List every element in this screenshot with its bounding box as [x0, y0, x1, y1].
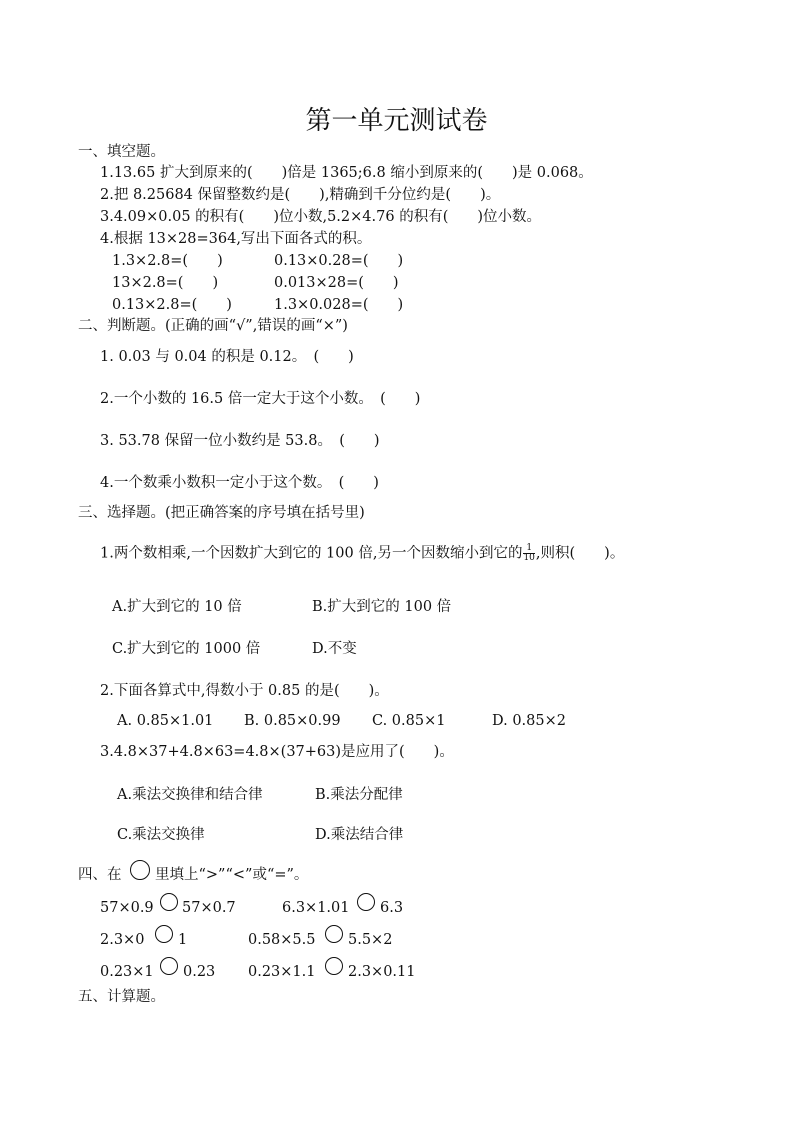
s4-expr-right: 1 [178, 932, 188, 948]
s1-question-4: 4.根据 13×28=364,写出下面各式的积。 [100, 231, 372, 247]
compare-circle[interactable] [155, 925, 173, 943]
compare-circle[interactable] [325, 957, 343, 975]
s4-expr-right: 57×0.7 [182, 900, 236, 916]
s4-expr-right: 6.3 [380, 900, 404, 916]
s2-item: 2.一个小数的 16.5 倍一定大于这个小数。 ( ) [100, 391, 421, 407]
s1-question-3: 3.4.09×0.05 的积有( )位小数,5.2×4.76 的积有( )位小数。 [100, 209, 542, 225]
s4-expr-right: 0.23 [183, 964, 216, 980]
s4-expr-left: 0.58×5.5 [248, 932, 316, 948]
s4-expr-right: 2.3×0.11 [348, 964, 416, 980]
s3-q3-option-d: D.乘法结合律 [315, 827, 404, 843]
s3-q1-option-c: C.扩大到它的 1000 倍 [112, 641, 261, 657]
s4-expr-left: 2.3×0 [100, 932, 145, 948]
section-4-heading-b: 里填上“>”“<”或“=”。 [155, 867, 309, 883]
s3-q3-option-b: B.乘法分配律 [315, 787, 403, 803]
s3-q1-option-b: B.扩大到它的 100 倍 [312, 599, 452, 615]
s1-q4-item: 0.13×0.28=( ) [274, 253, 404, 269]
s4-expr-left: 0.23×1.1 [248, 964, 316, 980]
s3-q1-option-a: A.扩大到它的 10 倍 [112, 599, 242, 615]
s1-question-1: 1.13.65 扩大到原来的( )倍是 1365;6.8 缩小到原来的( )是 0.068。 [100, 165, 593, 181]
compare-circle[interactable] [325, 925, 343, 943]
section-3-heading: 三、选择题。(把正确答案的序号填在括号里) [78, 505, 365, 521]
s2-item: 3. 53.78 保留一位小数约是 53.8。 ( ) [100, 433, 380, 449]
s3-question-2: 2.下面各算式中,得数小于 0.85 的是( )。 [100, 683, 389, 699]
section-5-heading: 五、计算题。 [78, 989, 165, 1005]
fraction-numerator: 1 [523, 544, 534, 554]
section-1-heading: 一、填空题。 [78, 144, 165, 160]
s4-expr-left: 6.3×1.01 [282, 900, 350, 916]
s1-q4-item: 13×2.8=( ) [112, 275, 219, 291]
s4-expr-left: 57×0.9 [100, 900, 154, 916]
s2-item: 4.一个数乘小数积一定小于这个数。 ( ) [100, 475, 379, 491]
s3-q2-option-d: D. 0.85×2 [492, 713, 566, 729]
s1-q4-item: 0.013×28=( ) [274, 275, 399, 291]
s1-q4-item: 1.3×2.8=( ) [112, 253, 223, 269]
section-2-heading: 二、判断题。(正确的画“√”,错误的画“×”) [78, 318, 348, 334]
s3-question-3: 3.4.8×37+4.8×63=4.8×(37+63)是应用了( )。 [100, 744, 454, 760]
page-title: 第一单元测试卷 [305, 106, 488, 136]
fraction-denominator: 10 [523, 553, 535, 563]
s3-q2-option-b: B. 0.85×0.99 [244, 713, 341, 729]
s3-question-1 [100, 544, 624, 563]
s4-expr-left: 0.23×1 [100, 964, 154, 980]
s3-q1-suffix: ,则积( )。 [535, 545, 625, 562]
compare-circle[interactable] [357, 893, 375, 911]
s3-q3-option-c: C.乘法交换律 [117, 827, 205, 843]
s1-q4-item: 1.3×0.028=( ) [274, 297, 404, 313]
s1-q4-item: 0.13×2.8=( ) [112, 297, 232, 313]
s4-expr-right: 5.5×2 [348, 932, 393, 948]
circle-blank-icon [130, 860, 150, 880]
s3-q1-prefix: 1.两个数相乘,一个因数扩大到它的 100 倍,另一个因数缩小到它的 [100, 545, 523, 562]
fraction-one-tenth [523, 544, 534, 563]
s3-q2-option-a: A. 0.85×1.01 [117, 713, 214, 729]
s3-q1-option-d: D.不变 [312, 641, 357, 657]
s1-question-2: 2.把 8.25684 保留整数约是( ),精确到千分位约是( )。 [100, 187, 501, 203]
s3-q2-option-c: C. 0.85×1 [372, 713, 446, 729]
compare-circle[interactable] [160, 893, 178, 911]
compare-circle[interactable] [160, 957, 178, 975]
s2-item: 1. 0.03 与 0.04 的积是 0.12。 ( ) [100, 349, 354, 365]
section-4-heading-a: 四、在 [78, 867, 122, 883]
s3-q3-option-a: A.乘法交换律和结合律 [117, 787, 263, 803]
